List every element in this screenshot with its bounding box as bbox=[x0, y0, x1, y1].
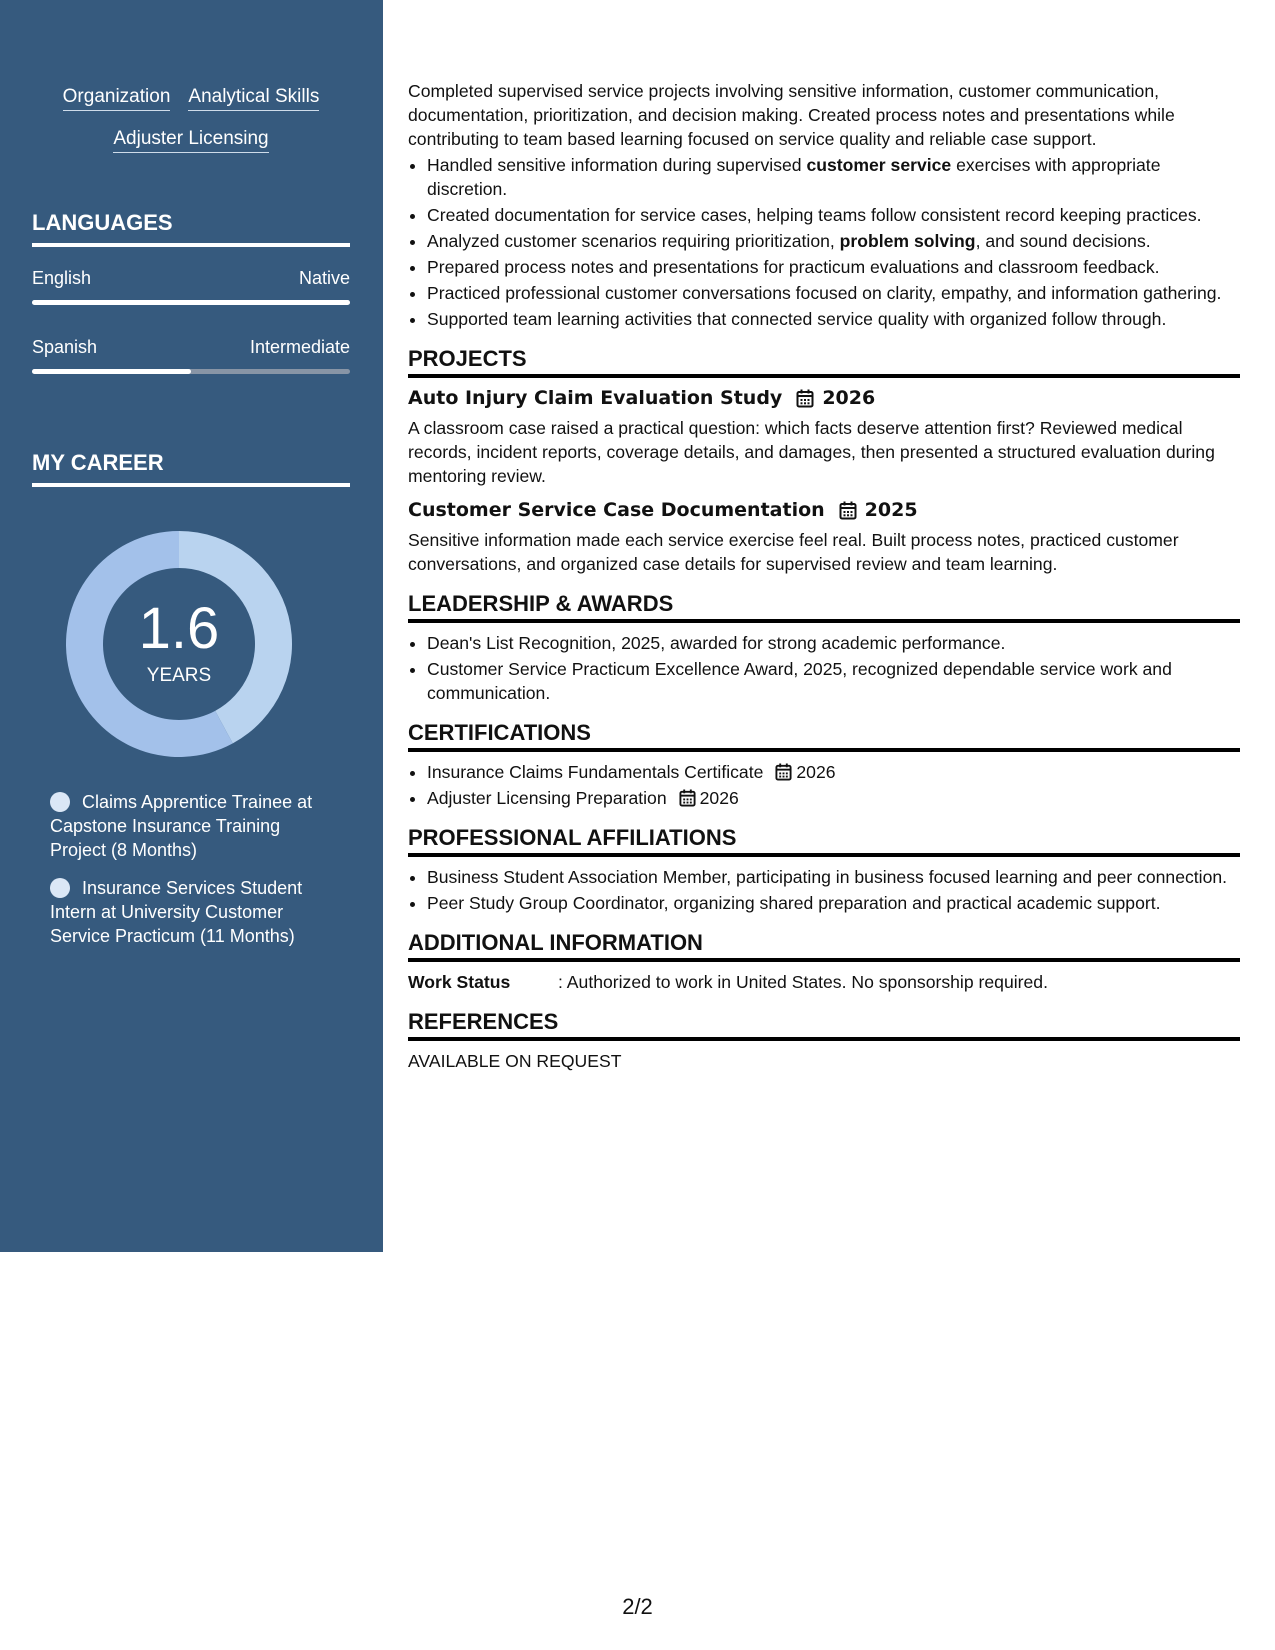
experience-bullet bbox=[427, 255, 1240, 279]
certification-item bbox=[427, 760, 1240, 784]
work-status-row bbox=[408, 970, 1240, 994]
leadership-heading: LEADERSHIP & AWARDS bbox=[408, 592, 1240, 623]
experience-bullet bbox=[427, 229, 1240, 253]
project-description: Sensitive information made each service exercise feel real. Built process notes, practiced customer conversations, and organized case details for supervised review and team learning. bbox=[408, 530, 1179, 574]
bullet-text: Handled sensitive information during supervised bbox=[427, 155, 807, 175]
career-item-text: Claims Apprentice Trainee at Capstone Insurance Training Project (8 Months) bbox=[50, 792, 313, 860]
experience-bullet bbox=[427, 153, 1240, 201]
leadership-list bbox=[408, 631, 1240, 705]
certifications-heading: CERTIFICATIONS bbox=[408, 721, 1240, 752]
affiliations-list bbox=[408, 865, 1240, 915]
work-status-label: Work Status bbox=[408, 972, 511, 992]
projects-heading: PROJECTS bbox=[408, 347, 1240, 378]
project-title-row bbox=[408, 386, 1240, 410]
skill-tag: Analytical Skills bbox=[188, 86, 319, 111]
project-year: 2025 bbox=[864, 499, 918, 521]
career-heading: MY CAREER bbox=[32, 450, 350, 487]
certification-year: 2026 bbox=[796, 762, 836, 782]
additional-info-heading: ADDITIONAL INFORMATION bbox=[408, 931, 1240, 962]
experience-bullet bbox=[427, 307, 1240, 331]
bullet-dot-icon bbox=[50, 792, 70, 812]
language-level: Intermediate bbox=[249, 337, 350, 357]
bullet-text: , and sound decisions. bbox=[975, 231, 1151, 251]
language-bar bbox=[32, 300, 350, 305]
certification-name: Adjuster Licensing Preparation bbox=[427, 788, 667, 808]
experience-bullets bbox=[408, 153, 1240, 331]
leadership-item: • Customer Service Practicum Excellence Award, 2025, recognized dependable service work and communication. bbox=[427, 657, 1240, 705]
bullet-text: Prepared process notes and presentations for practicum evaluations and classroom feedback. bbox=[427, 257, 1160, 277]
bullet-text: exercises with appropriate discretion. bbox=[427, 155, 1161, 199]
references-heading: REFERENCES bbox=[408, 1010, 1240, 1041]
certification-year: 2026 bbox=[699, 788, 739, 808]
project-title-row bbox=[408, 498, 1240, 522]
career-item bbox=[50, 790, 340, 862]
bullet-bold-text: customer service bbox=[806, 155, 952, 175]
skill-tag: Adjuster Licensing bbox=[113, 128, 268, 153]
language-bar-fill bbox=[32, 369, 191, 374]
affiliation-item: • Peer Study Group Coordinator, organizing shared preparation and practical academic support. bbox=[427, 891, 1240, 915]
languages-heading: LANGUAGES bbox=[32, 210, 350, 247]
language-row bbox=[32, 337, 350, 374]
experience-bullet bbox=[427, 203, 1240, 227]
sidebar bbox=[0, 0, 383, 1252]
calendar-icon bbox=[775, 763, 792, 781]
bullet-text: Analyzed customer scenarios requiring prioritization, bbox=[427, 231, 840, 251]
language-name: English bbox=[32, 268, 92, 288]
project-title: Auto Injury Claim Evaluation Study bbox=[408, 387, 783, 409]
language-name: Spanish bbox=[32, 337, 98, 357]
bullet-bold-text: problem solving bbox=[839, 231, 976, 251]
bullet-text: Practiced professional customer conversations focused on clarity, empathy, and information gathering. bbox=[427, 283, 1222, 303]
career-years-value: 1.6 bbox=[138, 596, 220, 661]
certification-item bbox=[427, 786, 1240, 810]
skills-list bbox=[32, 86, 350, 170]
project-year: 2026 bbox=[822, 387, 876, 409]
affiliations-heading: PROFESSIONAL AFFILIATIONS bbox=[408, 826, 1240, 857]
certification-name: Insurance Claims Fundamentals Certificate bbox=[427, 762, 764, 782]
project-description: A classroom case raised a practical question: which facts deserve attention first? Reviewed medical records, incident reports, coverage details, and damages, then presented a structured evaluation during mentoring review. bbox=[408, 418, 1215, 486]
references-text: AVAILABLE ON REQUEST bbox=[408, 1051, 622, 1071]
calendar-icon bbox=[839, 501, 857, 520]
experience-bullet bbox=[427, 281, 1240, 305]
skills-row bbox=[32, 128, 350, 153]
bullet-text: Created documentation for service cases, helping teams follow consistent record keeping practices. bbox=[427, 205, 1202, 225]
project-title: Customer Service Case Documentation bbox=[408, 499, 825, 521]
main-content bbox=[408, 79, 1240, 1073]
career-item-text: Insurance Services Student Intern at University Customer Service Practicum (11 Months) bbox=[50, 878, 303, 946]
language-row bbox=[32, 268, 350, 305]
leadership-item: • Dean's List Recognition, 2025, awarded for strong academic performance. bbox=[427, 631, 1240, 655]
language-bar bbox=[32, 369, 350, 374]
affiliation-item: • Business Student Association Member, participating in business focused learning and peer connection. bbox=[427, 865, 1240, 889]
skill-tag: Organization bbox=[63, 86, 171, 111]
bullet-text: Supported team learning activities that connected service quality with organized follow through. bbox=[427, 309, 1167, 329]
experience-summary: Completed supervised service projects involving sensitive information, customer communication, documentation, prioritization, and decision making. Created process notes and presentations while contributing to team based learning focused on service quality and reliable case support. bbox=[408, 81, 1175, 149]
career-years-unit: YEARS bbox=[146, 665, 212, 686]
language-level: Native bbox=[298, 268, 350, 288]
work-status-value: : Authorized to work in United States. No sponsorship required. bbox=[558, 972, 1048, 992]
page-number: 2/2 bbox=[622, 1594, 653, 1619]
bullet-dot-icon bbox=[50, 878, 70, 898]
calendar-icon bbox=[796, 389, 814, 408]
skills-row bbox=[32, 86, 350, 111]
calendar-icon bbox=[679, 789, 696, 807]
language-bar-fill bbox=[32, 300, 350, 305]
career-item bbox=[50, 876, 340, 948]
certifications-list bbox=[408, 760, 1240, 810]
